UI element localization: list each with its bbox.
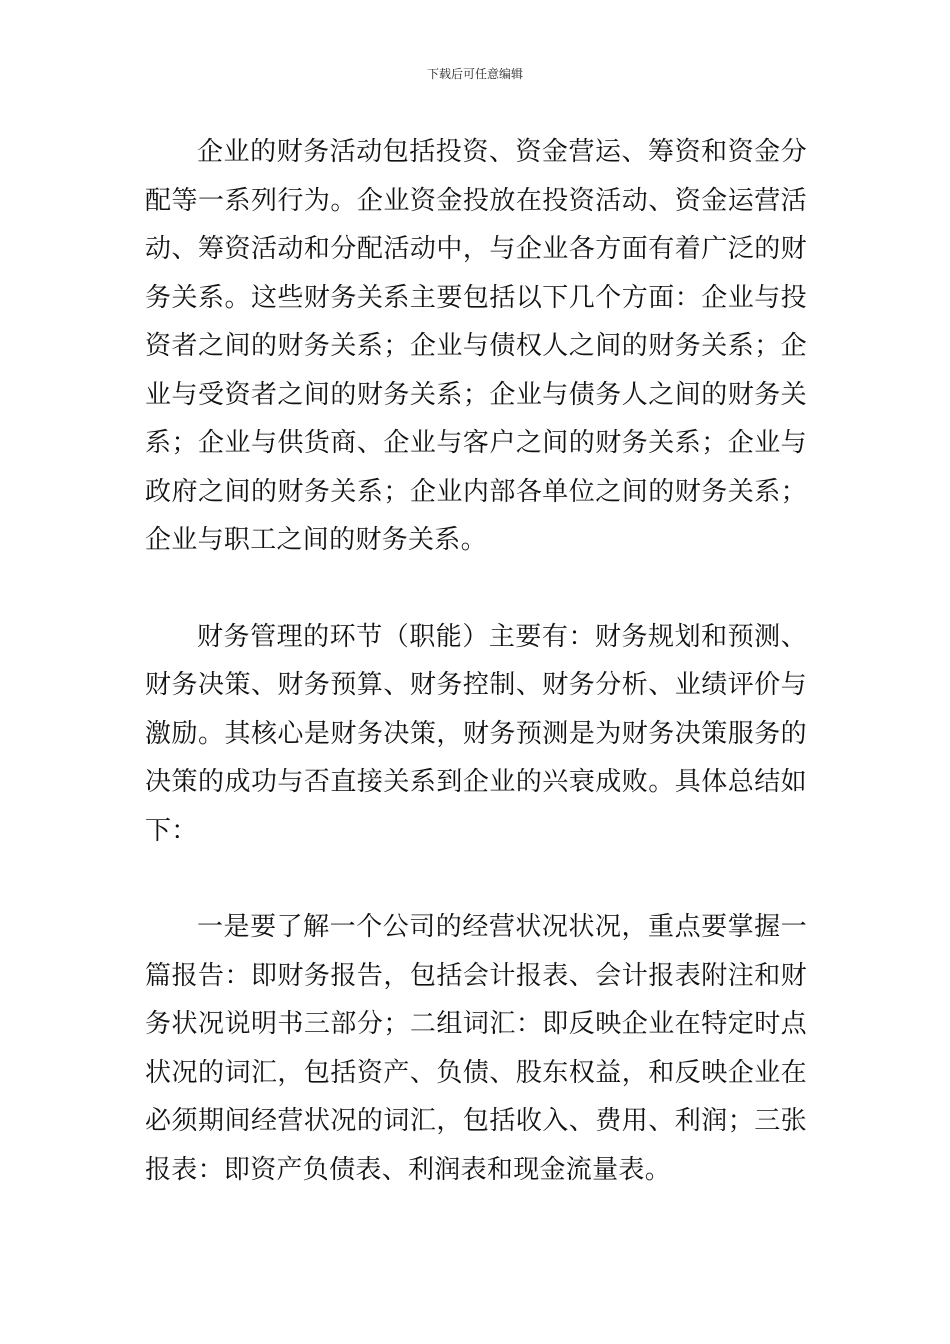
page-header-note: 下载后可任意编辑 xyxy=(426,67,523,81)
paragraph-management-functions: 财务管理的环节（职能）主要有：财务规划和预测、财务决策、财务预算、财务控制、财务分析、业绩评价与激励。其核心是财务决策，财务预测是为财务决策服务的决策的成功与否直接关系到企业的兴衰成败。具体总结如下： xyxy=(145,621,807,846)
paragraph-financial-report: 一是要了解一个公司的经营状况状况，重点要掌握一篇报告：即财务报告，包括会计报表、会计报表附注和财务状况说明书三部分；二组词汇：即反映企业在特定时点状况的词汇，包括资产、负债、股东权益，和反映企业在必须期间经营状况的词汇，包括收入、费用、利润；三张报表：即资产负债表、利润表和现金流量表。 xyxy=(145,912,807,1185)
document-body xyxy=(145,128,807,1194)
paragraph-financial-activities: 企业的财务活动包括投资、资金营运、筹资和资金分配等一系列行为。企业资金投放在投资活动、资金运营活动、筹资活动和分配活动中，与企业各方面有着广泛的财务关系。这些财务关系主要包括以下几个方面：企业与投资者之间的财务关系；企业与债权人之间的财务关系；企业与受资者之间的财务关系；企业与债务人之间的财务关系；企业与供货商、企业与客户之间的财务关系；企业与政府之间的财务关系；企业内部各单位之间的财务关系；企业与职工之间的财务关系。 xyxy=(145,137,807,555)
